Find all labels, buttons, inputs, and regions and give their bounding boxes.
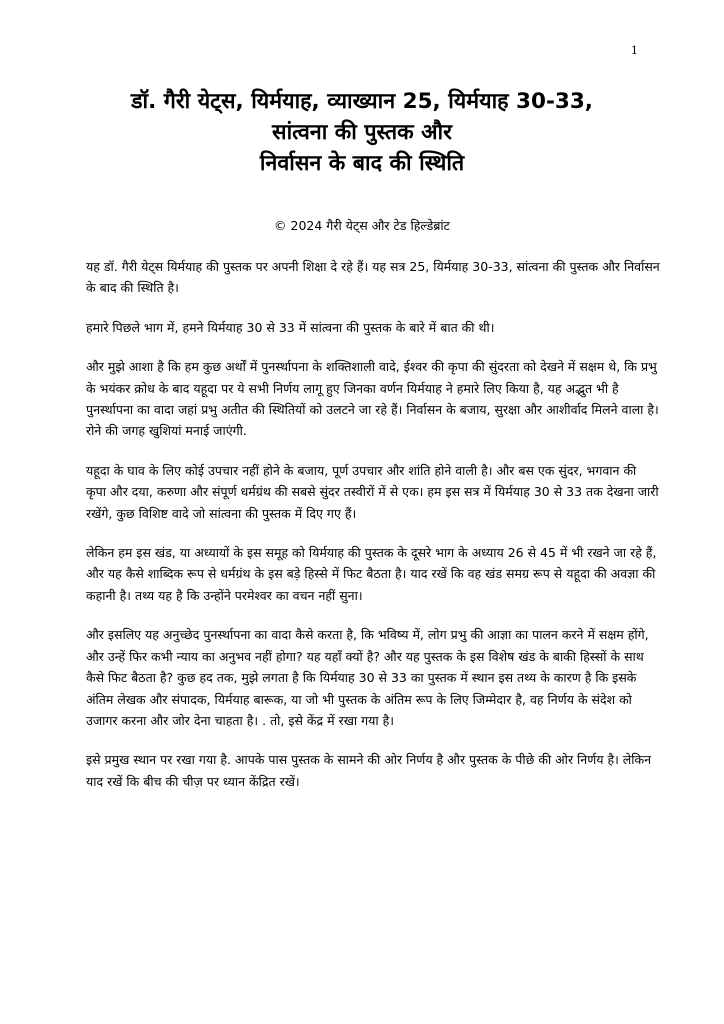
copyright-notice: © 2024 गैरी येट्स और टेड हिल्डेब्रांट — [274, 218, 450, 233]
paragraph: हमारे पिछले भाग में, हमने यिर्मयाह 30 से 33 में सांत्वना की पुस्तक के बारे में बात की थी। — [86, 319, 495, 335]
title-line-3: निर्वासन के बाद की स्थिति — [259, 151, 465, 176]
paragraph: और मुझे आशा है कि हम कुछ अर्थों में पुनर्स्थापना के शक्तिशाली वादे, ईश्वर की कृपा की सुंदरता को देखने में सक्षम थे, कि प्रभु के भयंकर क्रोध के बाद यहूदा पर ये सभी निर्णय लागू हुए जिनका वर्णन यिर्मयाह ने हमारे लिए किया है, यह अद्भुत भी है पुनर्स्थापना का वादा जहां प्रभु अतीत की स्थितियों को उलटने जा रहे हैं। निर्वासन के बजाय, सुरक्षा और आशीर्वाद मिलने वाला है। रोने की जगह खुशियां मनाई जाएंगी. — [86, 359, 659, 439]
paragraph: इसे प्रमुख स्थान पर रखा गया है. आपके पास पुस्तक के सामने की ओर निर्णय है और पुस्तक के पीछे की ओर निर्णय है। लेकिन याद रखें कि बीच की चीज़ पर ध्यान केंद्रित रखें। — [86, 752, 652, 789]
paragraph: लेकिन हम इस खंड, या अध्यायों के इस समूह को यिर्मयाह की पुस्तक के दूसरे भाग के अध्याय 26 से 45 में भी रखने जा रहे हैं, और यह कैसे शाब्दिक रूप से धर्मग्रंथ के इस बड़े हिस्से में फिट बैठता है। याद रखें कि वह खंड समग्र रूप से यहूदा की अवज्ञा की कहानी है। तथ्य यह है कि उन्होंने परमेश्वर का वचन नहीं सुना। — [86, 545, 657, 603]
paragraph: यहूदा के घाव के लिए कोई उपचार नहीं होने के बजाय, पूर्ण उपचार और शांति होने वाली है। और बस एक सुंदर, भगवान की कृपा और दया, करुणा और संपूर्ण धर्मग्रंथ की सबसे सुंदर तस्वीरों में से एक। हम इस सत्र में यिर्मयाह 30 से 33 तक देखना जारी रखेंगे, कुछ विशिष्ट वादे जो सांत्वना की पुस्तक में दिए गए हैं। — [86, 462, 659, 521]
title-line-2: सांत्वना की पुस्तक और — [272, 120, 452, 145]
page-number: 1 — [631, 44, 638, 57]
title-line-1: डॉ. गैरी येट्स, यिर्मयाह, व्याख्यान 25, यिर्मयाह 30-33, — [131, 89, 593, 114]
document-title — [70, 86, 654, 179]
paragraph: और इसलिए यह अनुच्छेद पुनर्स्थापना का वादा कैसे करता है, कि भविष्य में, लोग प्रभु की आज्ञा का पालन करने में सक्षम होंगे, और उन्हें फिर कभी न्याय का अनुभव नहीं होगा? यह यहाँ क्यों है? और यह पुस्तक के इस विशेष खंड के बाकी हिस्सों के साथ कैसे फिट बैठता है? कुछ हद तक, मुझे लगता है कि यिर्मयाह 30 से 33 का पुस्तक में स्थान इस तथ्य के कारण है कि इसके अंतिम लेखक और संपादक, यिर्मयाह बारूक, या जो भी पुस्तक के अंतिम रूप के लिए जिम्मेदार है, वह निर्णय के संदेश को उजागर करना और जोर देना चाहता है। . तो, इसे केंद्र में रखा गया है। — [86, 627, 649, 728]
paragraph: यह डॉ. गैरी येट्स यिर्मयाह की पुस्तक पर अपनी शिक्षा दे रहे हैं। यह सत्र 25, यिर्मयाह 30-33, सांत्वना की पुस्तक और निर्वासन के बाद की स्थिति है। — [86, 259, 660, 296]
body-text — [86, 256, 660, 810]
